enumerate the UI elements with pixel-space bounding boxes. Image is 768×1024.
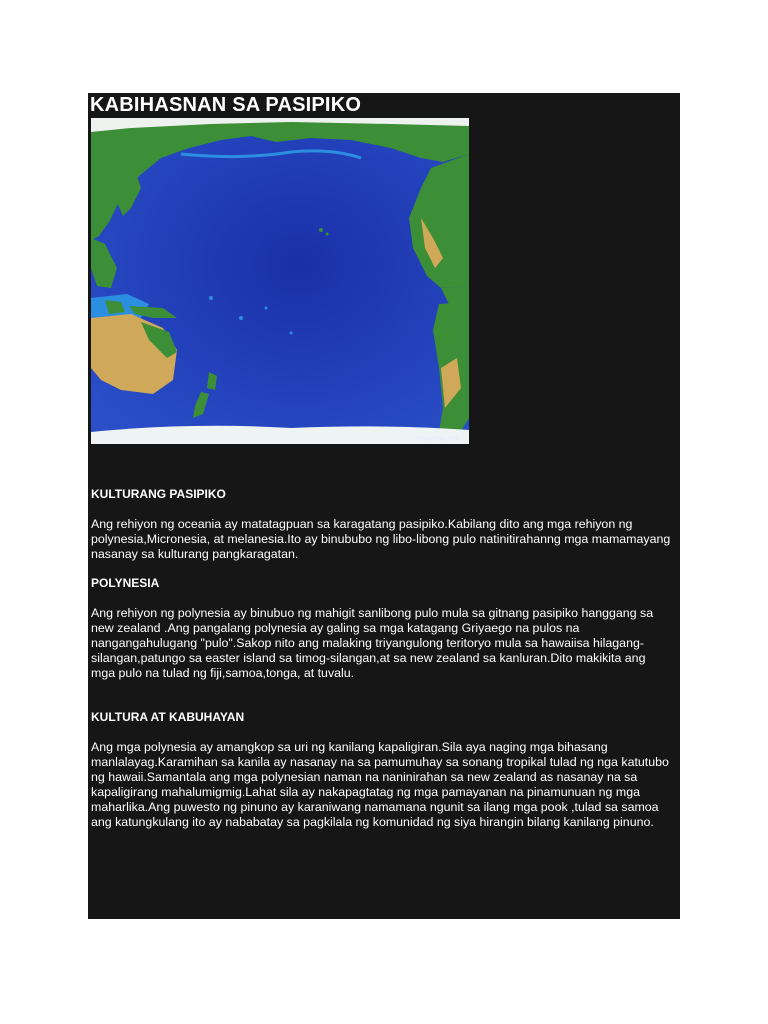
paragraph-kultura-at-kabuhayan: Ang mga polynesia ay amangkop sa uri ng kanilang kapaligiran.Sila aya naging mga bihasang manlalayag.Karamihan sa kanila ay nasanay na sa pamumuhay sa sonang tropikal tulad ng nga katutubo ng hawaii.Samantala ang mga polynesian naman na naninirahan sa new zealand as nasanay na sa kapaligirang mahalumigmig.Lahat sila ay nakapagtatag ng mga pamayanan na pinamunuan ng mga maharlika.Ang puwesto ng pinuno ay karaniwang namamana ngunit sa ilang mga pook ,tulad sa samoa ang katungkulang ito ay nababatay sa pagkilala ng komunidad ng siya hirangin bilang kanilang pinuno. <box>91 740 669 829</box>
map-credit: www.pmap.com <box>416 436 459 442</box>
paragraph-polynesia: Ang rehiyon ng polynesia ay binubuo ng mahigit sanlibong pulo mula sa gitnang pasipiko hanggang sa new zealand .Ang pangalang polynesia ay galing sa mga katagang Griyaego na pulos na nangangahulugang "pulo".Sakop nito ang malaking triyangulong teritoryo mula sa hawaiisa hilagang- silangan,patungo sa easter island sa timog-silangan,at sa new zealand sa kanluran.Dito makikita ang mga pulo na tulad ng fiji,samoa,tonga, at tuvalu. <box>91 606 654 680</box>
page-title: KABIHASNAN SA PASIPIKO <box>90 94 362 116</box>
heading-kulturang-pasipiko: KULTURANG PASIPIKO <box>91 487 226 501</box>
heading-polynesia: POLYNESIA <box>91 576 160 590</box>
pacific-ocean-map <box>91 118 469 444</box>
heading-kultura-at-kabuhayan: KULTURA AT KABUHAYAN <box>91 710 245 724</box>
map-image <box>91 118 469 444</box>
document-page <box>88 93 680 919</box>
paragraph-kulturang-pasipiko: Ang rehiyon ng oceania ay matatagpuan sa karagatang pasipiko.Kabilang dito ang mga rehiyon ng polynesia,Micronesia, at melanesia.Ito ay binububo ng libo-libong pulo natinitirahanng mga mamamayang nasanay sa kulturang pangkaragatan. <box>91 517 671 561</box>
